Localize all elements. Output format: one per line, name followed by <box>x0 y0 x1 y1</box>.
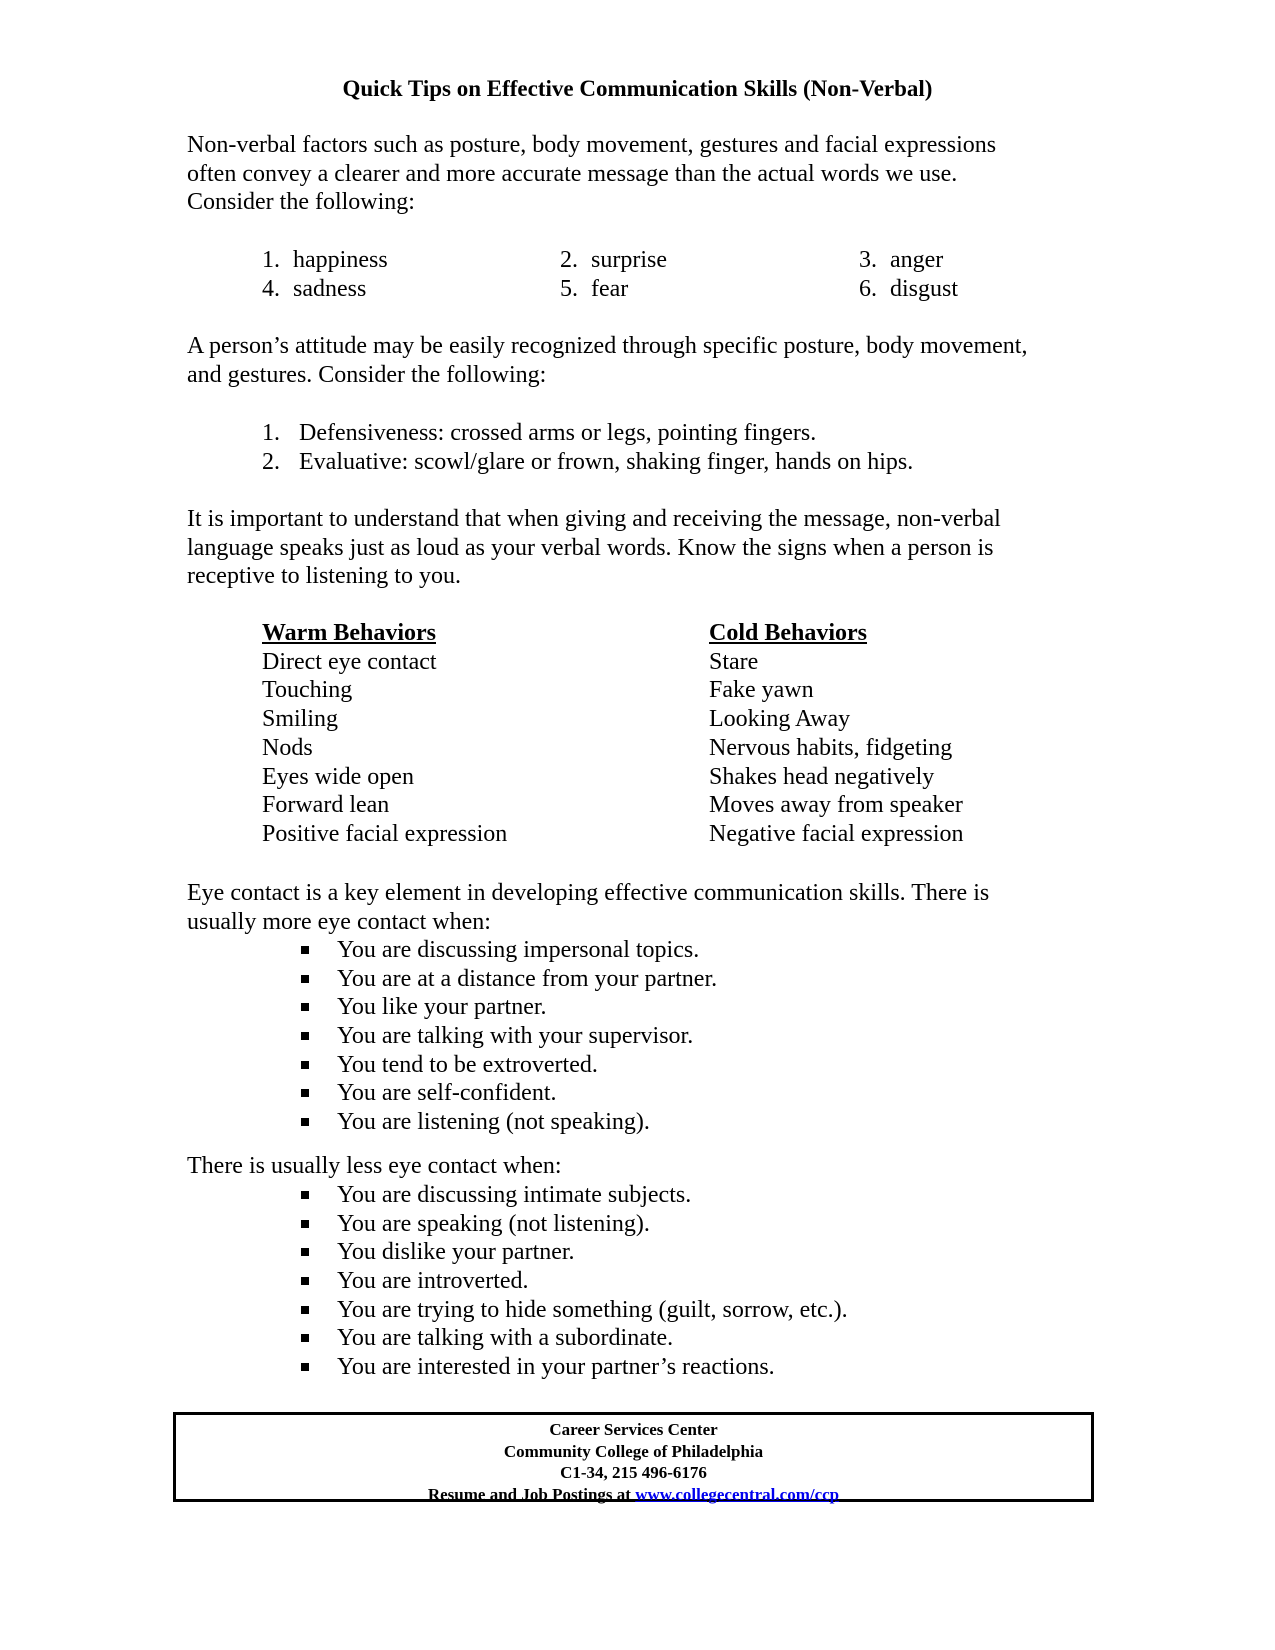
square-bullet-icon <box>301 1248 309 1256</box>
important-paragraph <box>187 505 1087 591</box>
footer-postings-line <box>176 1484 1091 1506</box>
emotion-number: 4. <box>262 276 280 302</box>
emotion-number: 5. <box>560 276 578 302</box>
eye-less-line: There is usually less eye contact when: <box>187 1153 562 1179</box>
emotion-label: disgust <box>890 276 959 302</box>
warm-behavior-item: Smiling <box>262 706 339 733</box>
emotion-label: sadness <box>293 276 367 302</box>
list-item-text: You are talking with a subordinate. <box>337 1325 674 1352</box>
emotion-number: 1. <box>262 247 280 273</box>
square-bullet-icon <box>301 1061 309 1069</box>
list-item-text: You tend to be extroverted. <box>337 1051 598 1078</box>
attitude-line: A person’s attitude may be easily recognized through specific posture, body movement, <box>187 333 1028 359</box>
list-item <box>301 1051 717 1080</box>
list-item-text: You are at a distance from your partner. <box>337 965 718 992</box>
list-item-text: You like your partner. <box>337 994 547 1021</box>
footer-college-name: Community College of Philadelphia <box>503 1441 764 1461</box>
emotion-label: happiness <box>293 247 388 273</box>
warm-behavior-item: Nods <box>262 734 313 761</box>
footer-center-name: Career Services Center <box>549 1420 718 1439</box>
intro-line: Consider the following: <box>187 189 415 215</box>
list-item <box>301 1353 848 1382</box>
cold-behavior-item: Fake yawn <box>709 677 814 704</box>
emotion-number: 3. <box>859 247 877 273</box>
list-item <box>301 993 717 1022</box>
list-item-text: You are discussing intimate subjects. <box>337 1182 692 1208</box>
intro-paragraph <box>187 131 1087 217</box>
intro-line: often convey a clearer and more accurate message than the actual words we use. <box>187 160 958 187</box>
cold-behaviors-column <box>709 619 964 849</box>
emotion-number: 2. <box>560 247 578 273</box>
square-bullet-icon <box>301 1003 309 1011</box>
emotion-label: surprise <box>591 247 667 273</box>
intro-line: Non-verbal factors such as posture, body movement, gestures and facial expressions <box>187 132 997 158</box>
warm-behavior-item: Forward lean <box>262 792 390 819</box>
square-bullet-icon <box>301 1334 309 1342</box>
list-item <box>301 1079 717 1108</box>
important-line: language speaks just as loud as your verbal words. Know the signs when a person is <box>187 534 994 561</box>
square-bullet-icon <box>301 1306 309 1314</box>
square-bullet-icon <box>301 1277 309 1285</box>
attitude-item <box>262 419 913 448</box>
square-bullet-icon <box>301 975 309 983</box>
warm-behaviors-heading: Warm Behaviors <box>262 620 436 646</box>
eye-more-line: usually more eye contact when: <box>187 908 491 935</box>
attitude-item <box>262 448 913 477</box>
cold-behavior-item: Looking Away <box>709 706 851 733</box>
square-bullet-icon <box>301 1191 309 1199</box>
list-item-text: You are listening (not speaking). <box>337 1108 650 1135</box>
list-item-text: You are speaking (not listening). <box>337 1210 650 1237</box>
eye-less-paragraph <box>187 1152 1087 1181</box>
eye-less-list <box>301 1181 848 1382</box>
cold-behavior-item: Nervous habits, fidgeting <box>709 734 953 761</box>
contact-footer-box <box>173 1412 1094 1502</box>
page-title: Quick Tips on Effective Communication Skills (Non-Verbal) <box>342 76 933 101</box>
list-item-text: You are introverted. <box>337 1267 529 1294</box>
square-bullet-icon <box>301 946 309 954</box>
list-item-text: You dislike your partner. <box>337 1239 575 1266</box>
square-bullet-icon <box>301 1032 309 1040</box>
attitude-text: Evaluative: scowl/glare or frown, shaking finger, hands on hips. <box>299 448 914 475</box>
attitude-line: and gestures. Consider the following: <box>187 361 547 388</box>
emotion-number: 6. <box>859 276 877 302</box>
warm-behavior-item: Positive facial expression <box>262 820 508 847</box>
list-item <box>301 1108 717 1137</box>
footer-postings-prefix: Resume and Job Postings at <box>427 1484 636 1504</box>
emotion-item <box>262 275 366 304</box>
cold-behavior-item: Stare <box>709 648 759 675</box>
list-item <box>301 1181 848 1210</box>
warm-behavior-item: Direct eye contact <box>262 648 437 675</box>
square-bullet-icon <box>301 1220 309 1228</box>
attitude-number: 1. <box>262 420 280 446</box>
emotion-label: fear <box>591 276 629 302</box>
square-bullet-icon <box>301 1089 309 1097</box>
emotion-label: anger <box>890 247 944 273</box>
square-bullet-icon <box>301 1118 309 1126</box>
eye-more-line: Eye contact is a key element in developing effective communication skills. There is <box>187 880 990 906</box>
list-item <box>301 1238 848 1267</box>
list-item <box>301 1324 848 1353</box>
list-item <box>301 965 717 994</box>
emotion-item <box>859 275 958 304</box>
list-item-text: You are interested in your partner’s reactions. <box>337 1353 775 1380</box>
emotion-item <box>859 246 943 275</box>
list-item-text: You are self-confident. <box>337 1080 557 1107</box>
attitude-list <box>262 419 913 476</box>
attitude-paragraph <box>187 332 1087 389</box>
attitude-text: Defensiveness: crossed arms or legs, pointing fingers. <box>299 420 817 446</box>
college-central-link[interactable]: www.collegecentral.com/ccp <box>635 1484 840 1504</box>
cold-behavior-item: Negative facial expression <box>709 820 964 847</box>
list-item <box>301 936 717 965</box>
warm-behavior-item: Touching <box>262 677 353 704</box>
list-item <box>301 1267 848 1296</box>
emotion-item <box>560 246 667 275</box>
list-item-text: You are discussing impersonal topics. <box>337 937 700 963</box>
list-item-text: You are trying to hide something (guilt, sorrow, etc.). <box>337 1296 848 1323</box>
square-bullet-icon <box>301 1363 309 1371</box>
cold-behaviors-heading: Cold Behaviors <box>709 620 868 646</box>
footer-room-phone: C1-34, 215 496-6176 <box>560 1463 707 1482</box>
important-line: It is important to understand that when giving and receiving the message, non-verbal <box>187 506 1001 532</box>
eye-more-list <box>301 936 717 1137</box>
emotion-item <box>262 246 388 275</box>
warm-behavior-item: Eyes wide open <box>262 763 414 790</box>
cold-behavior-item: Moves away from speaker <box>709 792 963 819</box>
list-item <box>301 1296 848 1325</box>
eye-more-paragraph <box>187 879 1087 936</box>
emotion-item <box>560 275 628 304</box>
attitude-number: 2. <box>262 448 280 475</box>
list-item <box>301 1022 717 1051</box>
list-item-text: You are talking with your supervisor. <box>337 1022 694 1049</box>
important-line: receptive to listening to you. <box>187 563 461 589</box>
list-item <box>301 1210 848 1239</box>
warm-behaviors-column <box>262 619 507 849</box>
cold-behavior-item: Shakes head negatively <box>709 763 935 790</box>
